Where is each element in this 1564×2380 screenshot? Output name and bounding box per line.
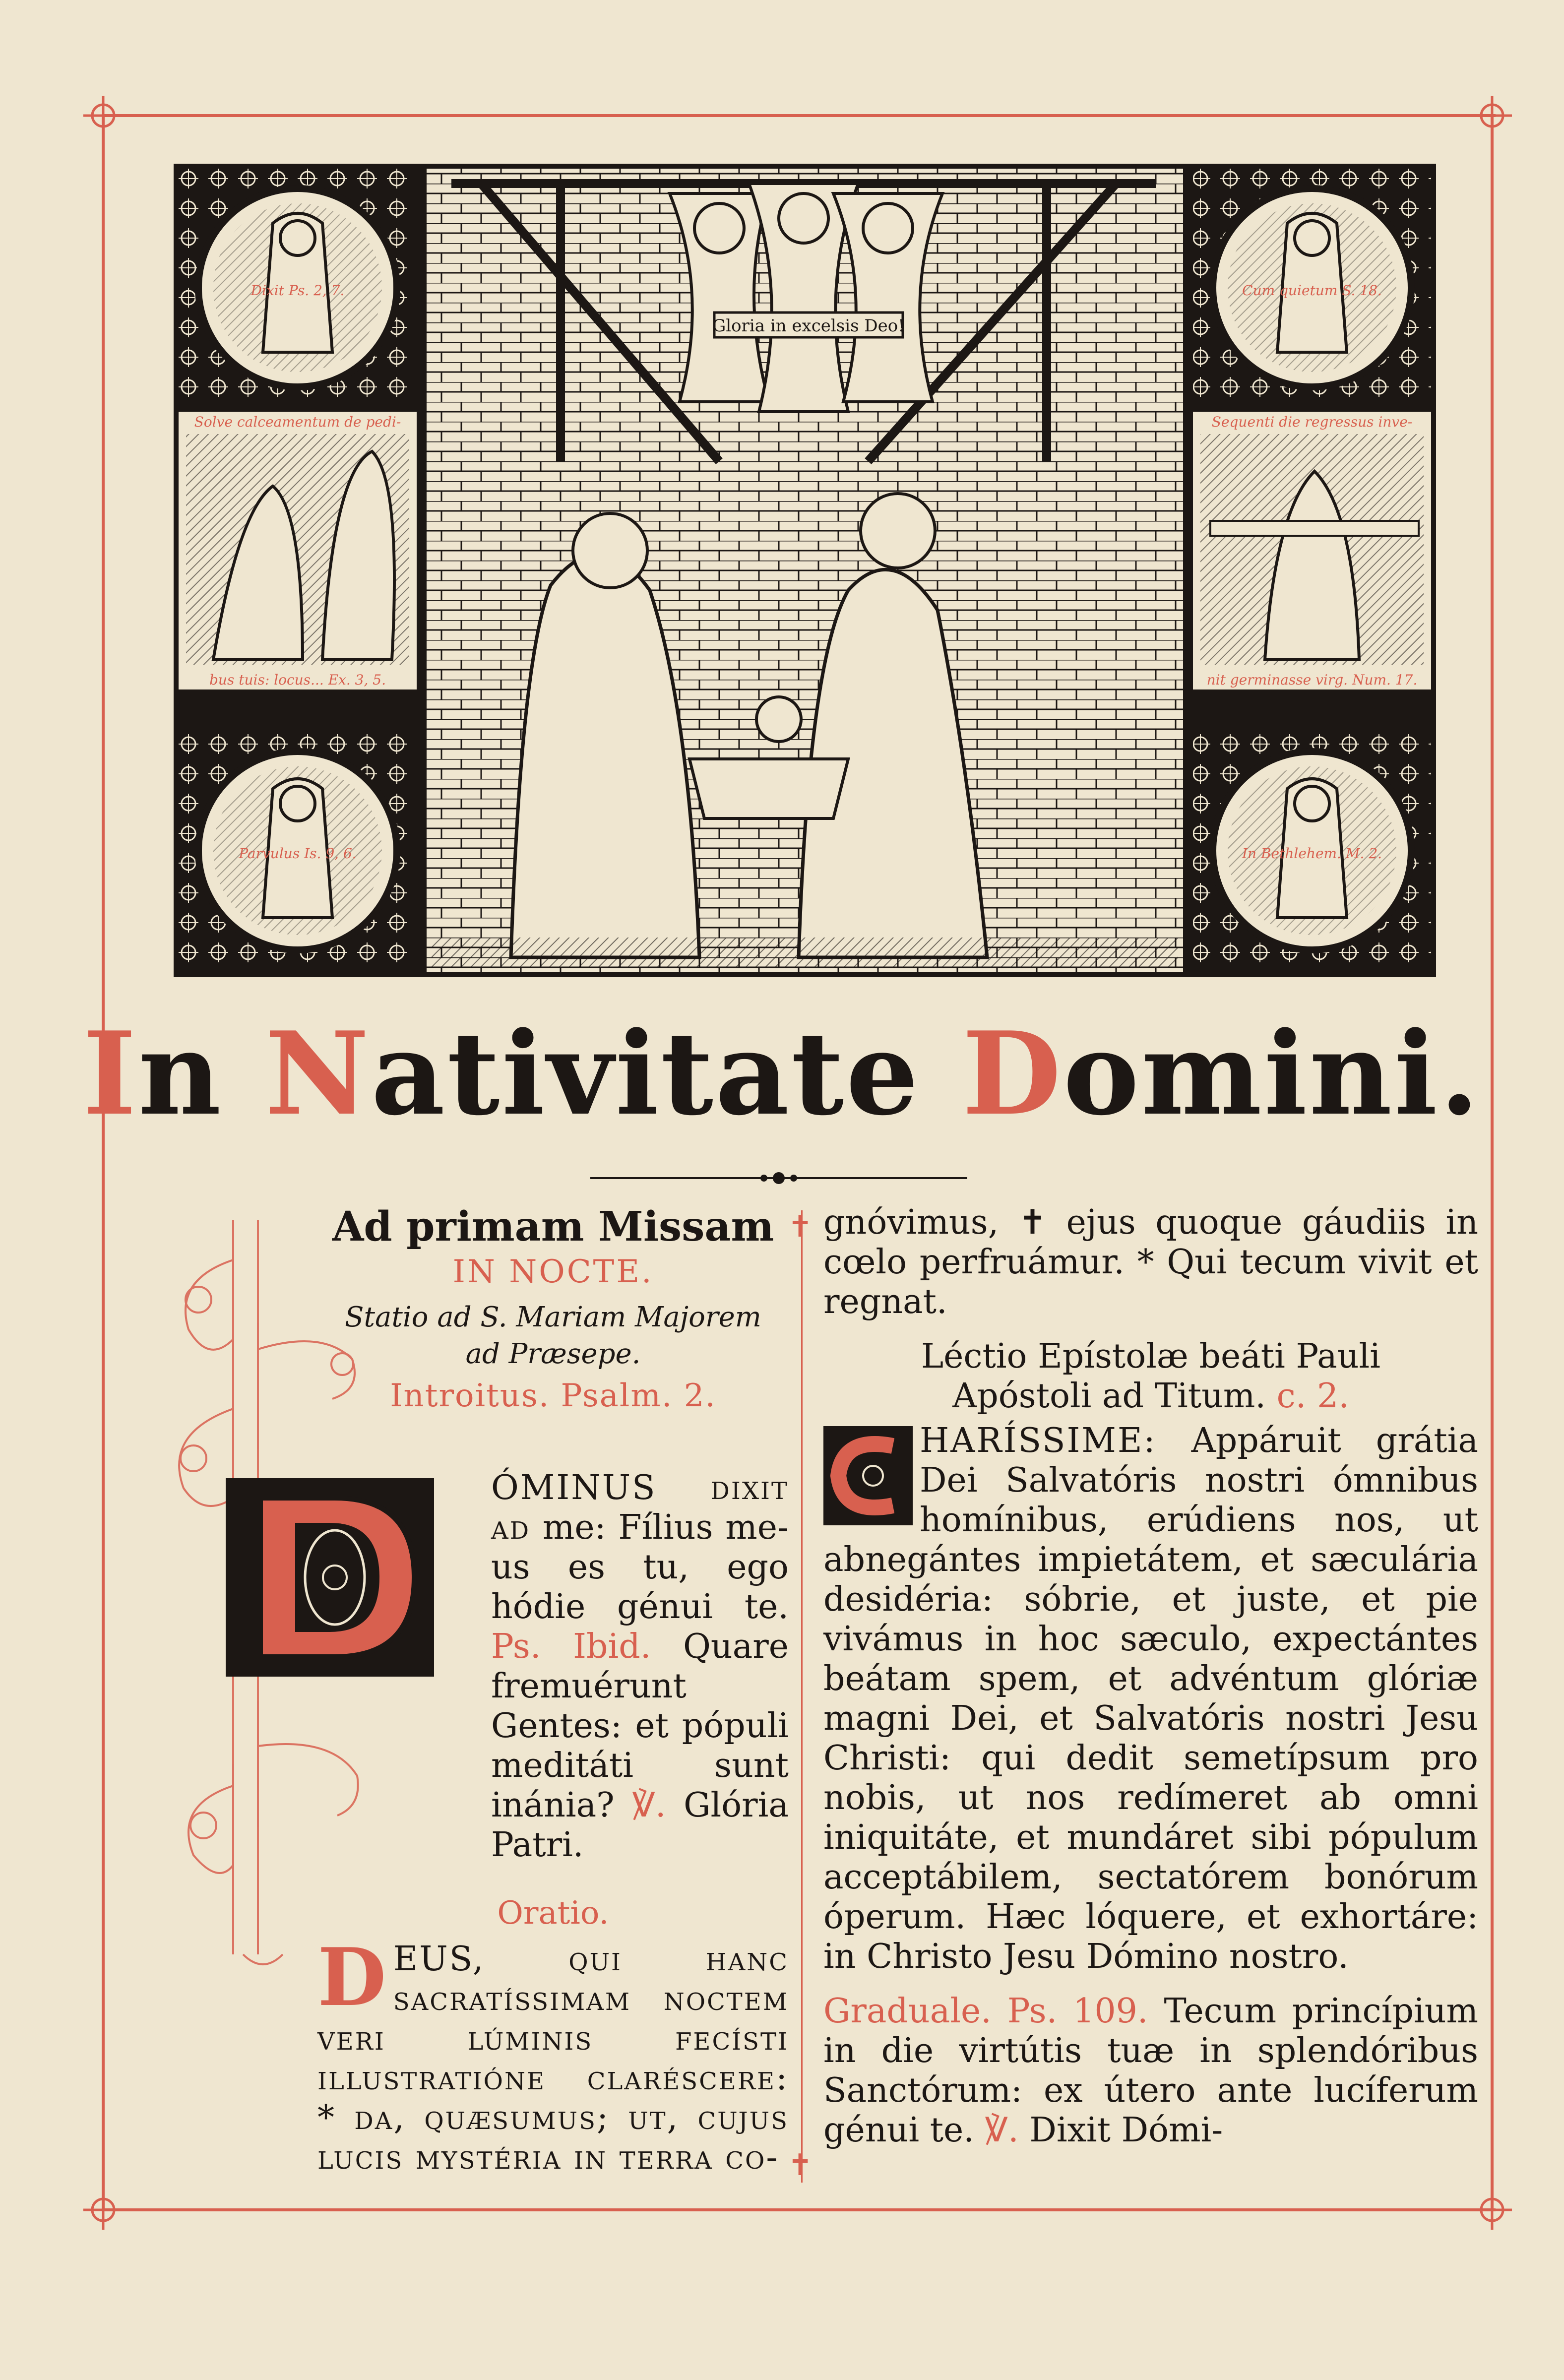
cross-mark-icon: ✝ <box>788 1209 813 1244</box>
epistle-text: HARÍSSIME: Appáruit grátia Dei Salvatóris nostri ómnibus homínibus, erúdiens nos, ut abnegántes impietátem, et sæculária desidéria: sóbrie, et juste, et pie vivámus in hoc sæculo, expectántes beátam spem, et advéntum glóriæ magni Dei, et Salvatóris nostri Jesu Christi: qui dedit semetípsum pro nobis, ut nos redímeret ab omni iniquitáte, et mundáret sibi pópulum acceptábilem, sectatórem bonórum óperum. Hæc lóquere, et exhortáre: in Christo Jesu Dómino nostro. <box>823 1421 1478 1976</box>
scene-caption: bus tuis: locus... Ex. 3, 5. <box>209 672 386 688</box>
corner-ornament-icon <box>1470 93 1514 138</box>
medallion-label: Parvulus Is. 9, 6. <box>239 845 357 862</box>
frame-border-left <box>102 114 105 2211</box>
right-column <box>823 1203 1478 2150</box>
medallion-label: Dixit Ps. 2, 7. <box>250 282 345 299</box>
illuminated-initial-d <box>226 1478 434 1677</box>
frame-border-bottom <box>102 2208 1496 2211</box>
page-title: In Nativitate Domini. <box>83 1007 1481 1141</box>
title-divider <box>590 1168 967 1188</box>
introitus-text: ÓMINUS dixit ad me: Fílius me-us es tu, ego hódie génui te. Ps. Ibid. Quare fremuérunt Gentes: et pópuli meditáti sunt inánia? ℣. Glória Patri. <box>491 1468 789 1865</box>
oratio-text: DEUS, qui hanc sacratíssimam noctem veri lúminis fecísti illustratióne claréscere: * da, quæsumus; ut, cujus lucis mystéria in terra co- <box>317 1931 789 2177</box>
right-scene-panel <box>1193 412 1431 689</box>
column-separator <box>801 1210 803 2183</box>
mass-heading: Ad primam Missam <box>332 1203 774 1251</box>
frame-border-right <box>1491 114 1494 2211</box>
nativity-central-scene <box>427 169 1183 972</box>
corner-ornament-icon <box>81 93 125 138</box>
left-scene-panel <box>179 412 417 689</box>
banner-text: Gloria in excelsis Deo! <box>712 316 905 336</box>
corner-ornament-icon <box>81 2188 125 2232</box>
statio-line: Statio ad S. Mariam Majorem ad Præsepe. <box>345 1301 761 1370</box>
illuminated-initial-c <box>823 1426 913 1525</box>
lectio-heading: Léctio Epístolæ beáti Pauli Apóstoli ad Titum. c. 2. <box>921 1337 1380 1416</box>
medallion-label: Cum quietum S. 18. <box>1242 282 1382 299</box>
nativity-engraving <box>174 164 1436 977</box>
mass-subheading: IN NOCTE. <box>452 1253 654 1290</box>
medallion-label: In Bethlehem. M. 2. <box>1242 845 1382 862</box>
introitus-label: Introitus. Psalm. 2. <box>390 1378 716 1414</box>
frame-border-top <box>102 114 1496 117</box>
graduale-text: Graduale. Ps. 109. Tecum princípium in die virtútis tuæ in splendóribus Sanctórum: ex útero ante lucíferum génui te. ℣. Dixit Dómi- <box>823 1992 1478 2150</box>
scene-caption: nit germinasse virg. Num. 17. <box>1206 672 1418 688</box>
oratio-label: Oratio. <box>497 1895 609 1932</box>
oratio-continuation: gnóvimus, ✝ ejus quoque gáudiis in cœlo perfruámur. * Qui tecum vivit et regnat. <box>823 1203 1478 1321</box>
oratio-initial: D <box>317 1931 386 2024</box>
left-column <box>317 1203 789 1414</box>
cross-mark-icon: ✝ <box>788 2148 813 2183</box>
scene-caption: Solve calceamentum de pedi- <box>194 414 401 430</box>
scene-caption: Sequenti die regressus inve- <box>1211 414 1413 430</box>
corner-ornament-icon <box>1470 2188 1514 2232</box>
